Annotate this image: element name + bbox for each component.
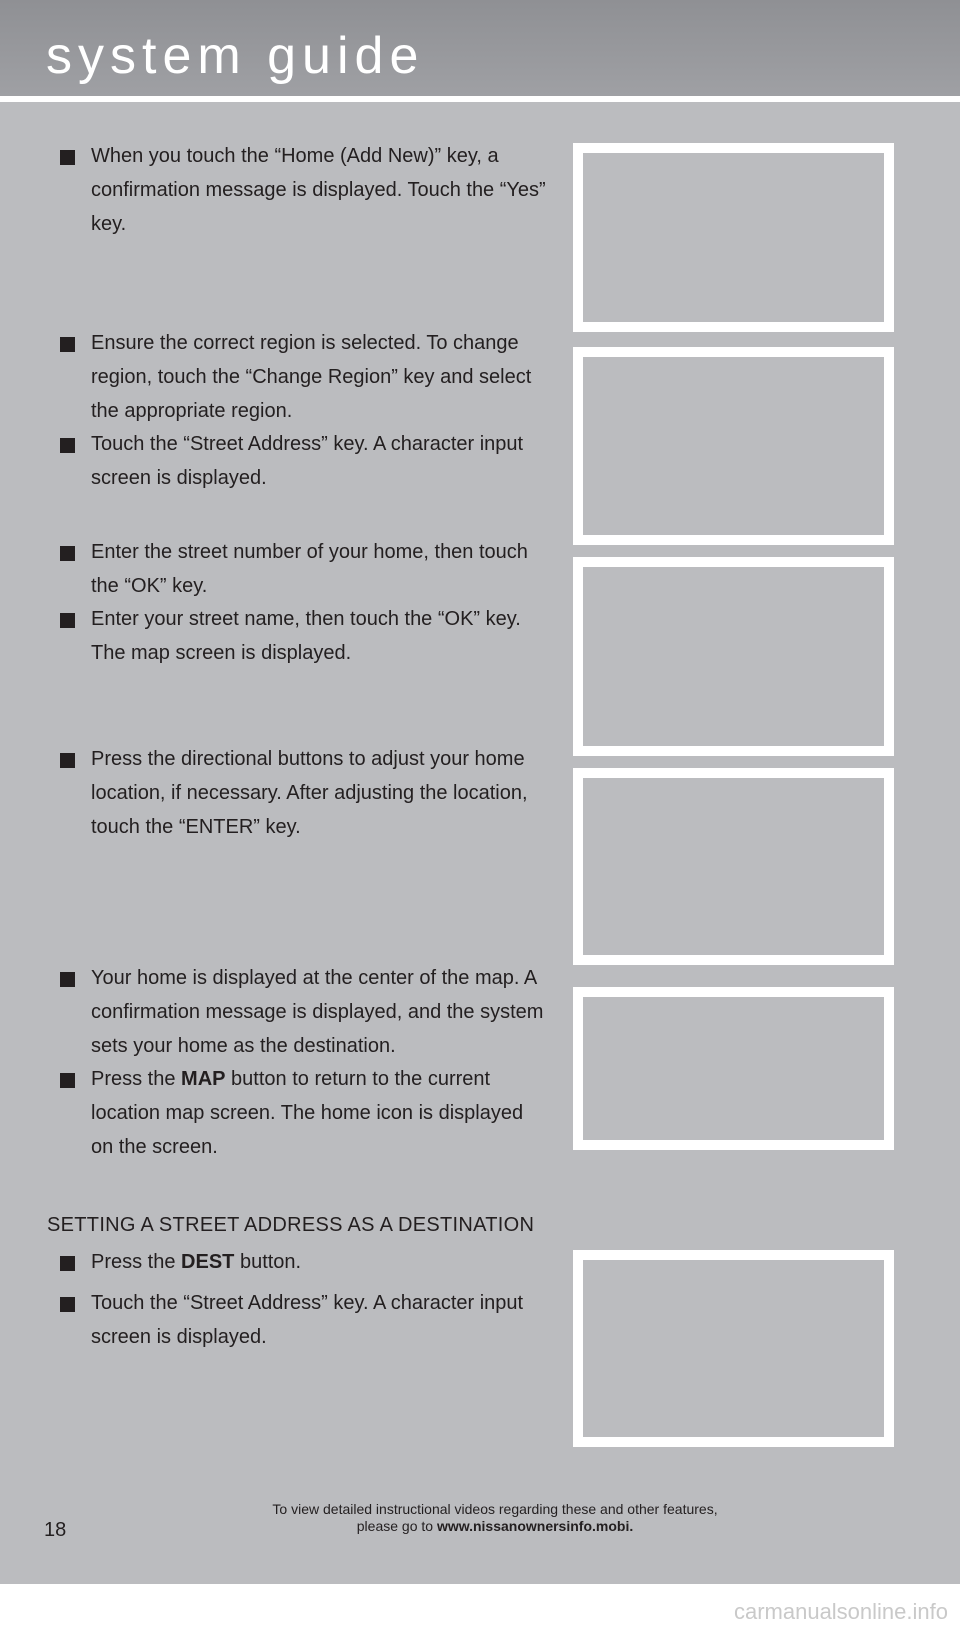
step-item xyxy=(60,602,550,670)
step-text: Press the directional buttons to adjust your home location, if necessary. After adjusting the location, touch the “ENTER” key. xyxy=(91,748,528,838)
square-bullet-icon xyxy=(60,1297,75,1312)
dest-button-label: DEST xyxy=(181,1251,235,1273)
step-text-before: Press the xyxy=(91,1068,182,1090)
screenshot-placeholder xyxy=(573,1250,894,1447)
square-bullet-icon xyxy=(60,613,75,628)
screenshot-placeholder xyxy=(573,143,894,332)
map-button-label: MAP xyxy=(181,1068,226,1090)
square-bullet-icon xyxy=(60,753,75,768)
square-bullet-icon xyxy=(60,1256,75,1271)
footer-line-1: To view detailed instructional videos regarding these and other features, xyxy=(272,1501,718,1517)
step-text-before: Press the xyxy=(91,1251,182,1273)
watermark: carmanualsonline.info xyxy=(733,1599,948,1624)
step-text-after: button to return to the current location map screen. The home icon is displayed on the screen. xyxy=(91,1068,524,1158)
step-item xyxy=(60,427,550,495)
square-bullet-icon xyxy=(60,150,75,165)
step-item xyxy=(60,1245,550,1279)
step-text: Enter the street number of your home, then touch the “OK” key. xyxy=(91,541,528,597)
step-text: Your home is displayed at the center of the map. A confirmation message is displayed, and the system sets your home as the destination. xyxy=(91,967,544,1057)
footer-note xyxy=(150,1501,840,1535)
footer-line-2 xyxy=(150,1518,840,1535)
screenshot-placeholder xyxy=(573,557,894,756)
screenshot-placeholder xyxy=(573,347,894,545)
step-item xyxy=(60,326,550,428)
step-item xyxy=(60,139,550,241)
step-item xyxy=(60,1286,550,1354)
step-text: Ensure the correct region is selected. To change region, touch the “Change Region” key and select the appropriate region. xyxy=(91,332,532,422)
step-text: Enter your street name, then touch the “OK” key. The map screen is displayed. xyxy=(91,608,521,664)
page-title: system guide xyxy=(46,27,425,85)
page-header xyxy=(0,0,960,102)
screenshot-placeholder xyxy=(573,768,894,965)
step-text: Touch the “Street Address” key. A character input screen is displayed. xyxy=(91,1292,524,1348)
section-heading: SETTING A STREET ADDRESS AS A DESTINATION xyxy=(47,1214,535,1236)
screenshot-placeholder xyxy=(573,987,894,1150)
square-bullet-icon xyxy=(60,546,75,561)
page-number: 18 xyxy=(44,1519,67,1541)
footer-line-2-prefix: please go to xyxy=(356,1518,437,1534)
square-bullet-icon xyxy=(60,337,75,352)
footer-link[interactable]: www.nissanownersinfo.mobi. xyxy=(436,1518,634,1534)
square-bullet-icon xyxy=(60,438,75,453)
step-item xyxy=(60,535,550,603)
square-bullet-icon xyxy=(60,1073,75,1088)
step-text: Touch the “Street Address” key. A character input screen is displayed. xyxy=(91,433,524,489)
step-item xyxy=(60,961,550,1063)
square-bullet-icon xyxy=(60,972,75,987)
step-text: When you touch the “Home (Add New)” key, a confirmation message is displayed. Touch the “Yes” key. xyxy=(91,145,546,235)
step-item xyxy=(60,1062,550,1164)
step-item xyxy=(60,742,550,844)
step-text-after: button. xyxy=(234,1251,302,1273)
